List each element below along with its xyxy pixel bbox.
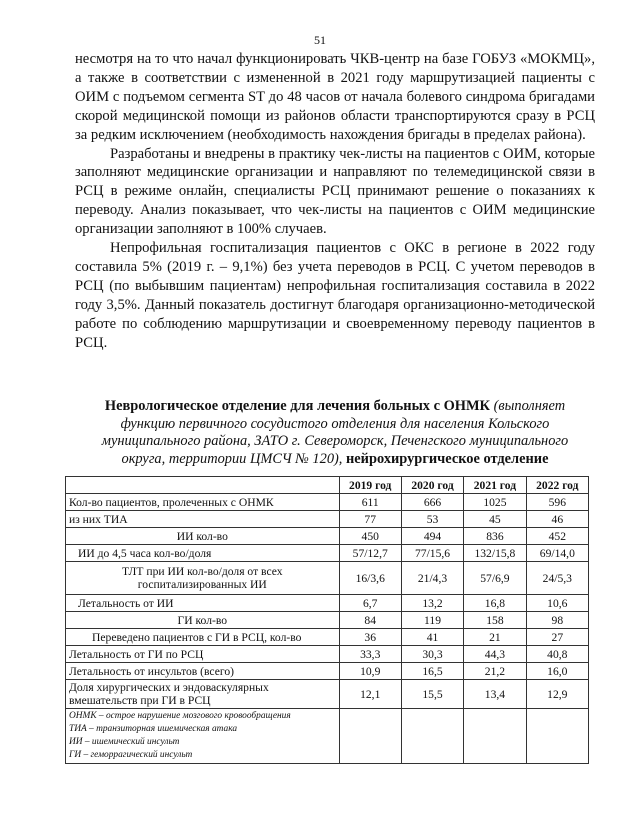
empty-cell — [464, 709, 526, 764]
table-row — [66, 663, 589, 680]
cell: 6,7 — [339, 595, 401, 612]
cell: 30,3 — [401, 646, 463, 663]
cell: 13,2 — [401, 595, 463, 612]
table-row — [66, 646, 589, 663]
note-line: ГИ – геморрагический инсульт — [69, 750, 193, 760]
cell: 10,9 — [339, 663, 401, 680]
row-label: Доля хирургических и эндоваскулярных вмешательств при ГИ в РСЦ — [66, 680, 340, 709]
notes-row — [66, 709, 589, 764]
cell: 12,1 — [339, 680, 401, 709]
cell: 53 — [401, 511, 463, 528]
cell: 16/3,6 — [339, 562, 401, 595]
cell: 57/6,9 — [464, 562, 526, 595]
cell: 1025 — [464, 494, 526, 511]
cell: 452 — [526, 528, 588, 545]
table-header-row — [66, 477, 589, 494]
cell: 24/5,3 — [526, 562, 588, 595]
cell: 450 — [339, 528, 401, 545]
cell: 21/4,3 — [401, 562, 463, 595]
cell: 57/12,7 — [339, 545, 401, 562]
cell: 158 — [464, 612, 526, 629]
paragraph-2: Разработаны и внедрены в практику чек-листы на пациентов с ОИМ, которые заполняют медицинские организации и направляют по телемедицинской связи в РСЦ в режиме онлайн, специалисты РСЦ принимают решение о показаниях к переводу. Анализ показывает, что чек-листы на пациентов с ОИМ медицинские организации заполняют в 100% случаев. — [75, 145, 595, 238]
cell: 46 — [526, 511, 588, 528]
table-row — [66, 545, 589, 562]
cell: 666 — [401, 494, 463, 511]
cell: 84 — [339, 612, 401, 629]
cell: 16,5 — [401, 663, 463, 680]
row-label: Летальность от ИИ — [66, 595, 340, 612]
table-row — [66, 595, 589, 612]
cell: 45 — [464, 511, 526, 528]
cell: 611 — [339, 494, 401, 511]
row-label: Переведено пациентов с ГИ в РСЦ, кол-во — [66, 629, 340, 646]
body-text — [75, 50, 595, 353]
table-row — [66, 562, 589, 595]
empty-cell — [339, 709, 401, 764]
cell: 40,8 — [526, 646, 588, 663]
row-label: Кол-во пациентов, пролеченных с ОНМК — [66, 494, 340, 511]
cell: 21 — [464, 629, 526, 646]
cell: 36 — [339, 629, 401, 646]
cell: 21,2 — [464, 663, 526, 680]
empty-cell — [526, 709, 588, 764]
stroke-stats-table — [65, 476, 589, 764]
cell: 119 — [401, 612, 463, 629]
empty-cell — [401, 709, 463, 764]
cell: 132/15,8 — [464, 545, 526, 562]
row-label: ИИ до 4,5 часа кол-во/доля — [66, 545, 340, 562]
table-row — [66, 612, 589, 629]
note-line: ТИА – транзиторная ишемическая атака — [69, 724, 238, 734]
cell: 836 — [464, 528, 526, 545]
cell: 16,8 — [464, 595, 526, 612]
table-title — [80, 398, 590, 469]
cell: 12,9 — [526, 680, 588, 709]
row-label: ТЛТ при ИИ кол-во/доля от всех госпитализированных ИИ — [66, 562, 340, 595]
row-label: ИИ кол-во — [66, 528, 340, 545]
cell: 77 — [339, 511, 401, 528]
table-row — [66, 494, 589, 511]
row-label: Летальность от ГИ по РСЦ — [66, 646, 340, 663]
cell: 16,0 — [526, 663, 588, 680]
cell: 13,4 — [464, 680, 526, 709]
cell: 15,5 — [401, 680, 463, 709]
header-cell: 2020 год — [401, 477, 463, 494]
paragraph-3: Непрофильная госпитализация пациентов с ОКС в регионе в 2022 году составила 5% (2019 г. – 9,1%) без учета переводов в РСЦ. С учетом переводов в РСЦ (по выбывшим пациентам) непрофильная госпитализация составила в 2022 году 3,5%. Данный показатель достигнут благодаря организационно-методической работе по соблюдению маршрутизации и своевременному переводу пациентов в РСЦ. — [75, 240, 595, 351]
note-line: ОНМК – острое нарушение мозгового кровообращения — [69, 711, 291, 721]
table-notes — [66, 709, 340, 764]
header-cell: 2021 год — [464, 477, 526, 494]
table-row — [66, 528, 589, 545]
table-title-italic: (выполняет функцию первичного сосудистого отделения для населения Кольского муниципального района, ЗАТО г. Североморск, Печенгского муниципального округа, территории ЦМСЧ № 120), — [101, 398, 569, 468]
note-line: ИИ – ишемический инсульт — [69, 737, 180, 747]
cell: 10,6 — [526, 595, 588, 612]
cell: 596 — [526, 494, 588, 511]
cell: 27 — [526, 629, 588, 646]
header-cell: 2022 год — [526, 477, 588, 494]
row-label: из них ТИА — [66, 511, 340, 528]
table-row — [66, 680, 589, 709]
cell: 494 — [401, 528, 463, 545]
cell: 41 — [401, 629, 463, 646]
cell: 33,3 — [339, 646, 401, 663]
header-cell — [66, 477, 340, 494]
page-number: 51 — [314, 33, 326, 47]
cell: 44,3 — [464, 646, 526, 663]
paragraph-1: несмотря на то что начал функционировать ЧКВ-центр на базе ГОБУЗ «МОКМЦ», а также в соответствии с измененной в 2021 году маршрутизацией пациенты с ОИМ с подъемом сегмента ST до 48 часов от начала болевого синдрома бригадами скорой медицинской помощи из районов области транспортируются сразу в РСЦ за редким исключением (необходимость нахождения бригады в пределах района). — [75, 51, 595, 143]
table-title-bold: Неврологическое отделение для лечения больных с ОНМК — [104, 398, 490, 414]
cell: 69/14,0 — [526, 545, 588, 562]
cell: 77/15,6 — [401, 545, 463, 562]
table-title-tail: нейрохирургическое отделение — [342, 451, 549, 468]
row-label: Летальность от инсультов (всего) — [66, 663, 340, 680]
table-row — [66, 629, 589, 646]
header-cell: 2019 год — [339, 477, 401, 494]
row-label: ГИ кол-во — [66, 612, 340, 629]
cell: 98 — [526, 612, 588, 629]
table-row — [66, 511, 589, 528]
